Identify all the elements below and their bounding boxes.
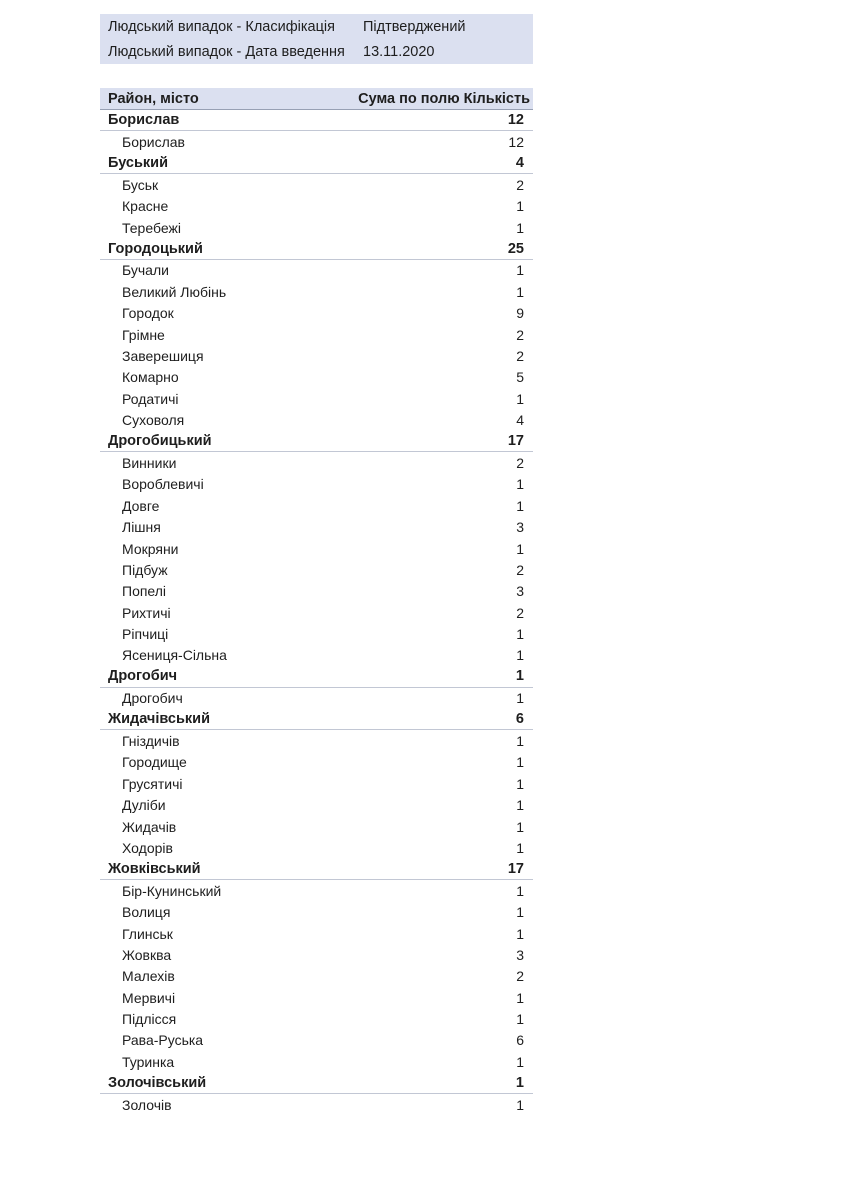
row-label: Городоцький: [108, 240, 203, 257]
row-value: 1: [516, 497, 524, 514]
row-value: 1: [516, 476, 524, 493]
row-label: Красне: [122, 198, 169, 215]
pivot-report: [100, 14, 533, 1115]
row-value: 1: [516, 989, 524, 1006]
row-value: 5: [516, 369, 524, 386]
city-row: [100, 388, 533, 409]
row-value: 1: [516, 219, 524, 236]
city-row: [100, 1094, 533, 1115]
row-value: 9: [516, 305, 524, 322]
city-row: [100, 752, 533, 773]
row-value: 2: [516, 968, 524, 985]
row-label: Бучали: [122, 262, 169, 279]
row-label: Дрогобич: [122, 690, 183, 707]
city-row: [100, 174, 533, 195]
row-value: 3: [516, 519, 524, 536]
row-label: Городок: [122, 305, 174, 322]
row-label: Вороблевичі: [122, 476, 204, 493]
row-label: Волиця: [122, 904, 171, 921]
row-value: 1: [516, 198, 524, 215]
row-value: 2: [516, 347, 524, 364]
row-value: 2: [516, 176, 524, 193]
row-label: Буськ: [122, 176, 159, 193]
row-value: 12: [508, 134, 524, 151]
filter-label: Людський випадок - Класифікація: [108, 18, 335, 35]
row-label: Рава-Руська: [122, 1032, 204, 1049]
city-row: [100, 260, 533, 281]
filter-row-entry-date: [100, 39, 533, 64]
row-value: 1: [516, 733, 524, 750]
city-row: [100, 217, 533, 238]
row-label: Глинськ: [122, 925, 173, 942]
row-label: Дрогобич: [108, 668, 178, 685]
spacer: [100, 64, 533, 88]
city-row: [100, 196, 533, 217]
row-label: Борислав: [122, 134, 185, 151]
row-label: Мокряни: [122, 540, 179, 557]
row-value: 1: [516, 690, 524, 707]
row-label: Малехів: [122, 968, 175, 985]
row-value: 1: [516, 390, 524, 407]
city-row: [100, 816, 533, 837]
row-value: 1: [516, 882, 524, 899]
row-label: Великий Любінь: [122, 283, 227, 300]
row-value: 1: [516, 1053, 524, 1070]
district-total-row: [100, 709, 533, 730]
row-value: 1: [516, 925, 524, 942]
city-row: [100, 966, 533, 987]
row-value: 1: [515, 668, 524, 685]
row-value: 1: [516, 754, 524, 771]
row-label: Жидачів: [122, 818, 177, 835]
row-value: 25: [507, 240, 524, 257]
city-row: [100, 795, 533, 816]
row-label: Городище: [122, 754, 187, 771]
row-label: Буський: [108, 154, 168, 171]
city-row: [100, 602, 533, 623]
city-row: [100, 837, 533, 858]
city-row: [100, 409, 533, 430]
row-value: 6: [515, 711, 524, 728]
row-value: 2: [516, 326, 524, 343]
city-row: [100, 474, 533, 495]
city-row: [100, 559, 533, 580]
city-row: [100, 324, 533, 345]
city-row: [100, 131, 533, 152]
row-value: 2: [516, 454, 524, 471]
city-row: [100, 1030, 533, 1051]
row-label: Лішня: [122, 519, 161, 536]
row-label: Ходорів: [122, 839, 173, 856]
city-row: [100, 987, 533, 1008]
row-value: 17: [507, 433, 524, 450]
filter-value: Підтверджений: [363, 18, 466, 35]
filter-row-classification: [100, 14, 533, 39]
city-row: [100, 581, 533, 602]
table-header-row: [100, 88, 533, 110]
city-row: [100, 367, 533, 388]
city-row: [100, 645, 533, 666]
row-value: 2: [516, 604, 524, 621]
district-total-row: [100, 238, 533, 259]
row-label: Жовква: [122, 946, 172, 963]
row-value: 17: [507, 860, 524, 877]
row-label: Ріпчиці: [122, 626, 169, 643]
row-label: Родатичі: [122, 390, 179, 407]
row-value: 4: [515, 154, 524, 171]
district-total-row: [100, 110, 533, 131]
row-value: 2: [516, 561, 524, 578]
row-label: Теребежі: [122, 219, 181, 236]
city-row: [100, 345, 533, 366]
city-row: [100, 923, 533, 944]
filter-label: Людський випадок - Дата введення: [108, 43, 345, 60]
city-row: [100, 303, 533, 324]
row-label: Жовківський: [108, 860, 201, 877]
row-label: Підбуж: [122, 561, 168, 578]
row-value: 6: [516, 1032, 524, 1049]
city-row: [100, 1008, 533, 1029]
city-row: [100, 452, 533, 473]
row-value: 12: [507, 112, 524, 129]
row-label: Туринка: [122, 1053, 175, 1070]
pivot-filter-block: [100, 14, 533, 64]
row-label: Комарно: [122, 369, 179, 386]
district-total-row: [100, 431, 533, 452]
row-label: Заверешиця: [122, 347, 204, 364]
row-label: Золочівський: [108, 1074, 207, 1091]
district-total-row: [100, 153, 533, 174]
filter-value: 13.11.2020: [363, 43, 435, 60]
row-value: 1: [516, 904, 524, 921]
row-label: Бір-Кунинський: [122, 882, 222, 899]
row-value: 1: [516, 818, 524, 835]
row-label: Суховоля: [122, 412, 185, 429]
row-value: 1: [516, 626, 524, 643]
row-value: 1: [516, 775, 524, 792]
row-value: 1: [516, 262, 524, 279]
column-header-district-city: Район, місто: [108, 90, 199, 107]
city-row: [100, 1051, 533, 1072]
row-label: Жидачівський: [108, 711, 210, 728]
row-value: 1: [516, 839, 524, 856]
row-value: 1: [516, 647, 524, 664]
row-label: Попелі: [122, 583, 167, 600]
city-row: [100, 901, 533, 922]
city-row: [100, 623, 533, 644]
row-value: 1: [516, 540, 524, 557]
city-row: [100, 281, 533, 302]
row-label: Грімне: [122, 326, 165, 343]
row-label: Гніздичів: [122, 733, 180, 750]
city-row: [100, 730, 533, 751]
row-label: Грусятичі: [122, 775, 183, 792]
row-label: Борислав: [108, 112, 180, 129]
district-total-row: [100, 859, 533, 880]
row-value: 3: [516, 946, 524, 963]
city-row: [100, 880, 533, 901]
row-label: Мервичі: [122, 989, 176, 1006]
row-label: Золочів: [122, 1096, 172, 1113]
city-row: [100, 688, 533, 709]
row-label: Дрогобицький: [108, 433, 212, 450]
row-label: Винники: [122, 454, 177, 471]
city-row: [100, 944, 533, 965]
row-value: 4: [516, 412, 524, 429]
row-label: Підлісся: [122, 1011, 177, 1028]
row-value: 1: [516, 283, 524, 300]
row-value: 1: [516, 797, 524, 814]
city-row: [100, 516, 533, 537]
row-label: Рихтичі: [122, 604, 171, 621]
city-row: [100, 773, 533, 794]
row-value: 1: [516, 1011, 524, 1028]
row-label: Дуліби: [122, 797, 166, 814]
column-header-sum-count: Сума по полю Кількість: [358, 90, 530, 107]
district-total-row: [100, 1073, 533, 1094]
city-row: [100, 538, 533, 559]
row-value: 1: [516, 1096, 524, 1113]
row-value: 3: [516, 583, 524, 600]
district-total-row: [100, 666, 533, 687]
row-value: 1: [515, 1074, 524, 1091]
city-row: [100, 495, 533, 516]
pivot-table-body: [100, 110, 533, 1115]
row-label: Довге: [122, 497, 160, 514]
row-label: Ясениця-Сільна: [122, 647, 227, 664]
